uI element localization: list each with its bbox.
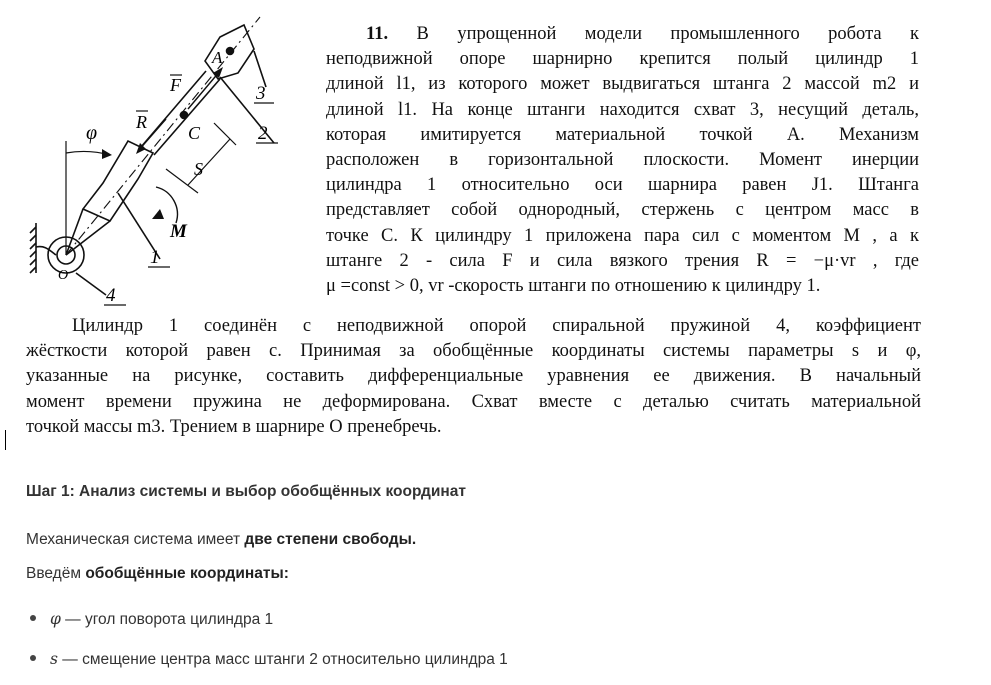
problem-line-5: расположен в горизонтальной плоскости. Момент инерции [326, 149, 919, 170]
problem-line-8: точке С. К цилиндру 1 приложена пара сил с моментом M , а к [326, 225, 919, 246]
problem-paragraph-1 [326, 22, 919, 299]
label-A: A [212, 48, 223, 67]
para2-line-2: указанные на рисунке, составить дифференциальные уравнения ее движения. В начальный [26, 366, 921, 387]
step-title: Шаг 1: Анализ системы и выбор обобщённых координат [26, 483, 466, 500]
label-1: 1 [150, 247, 160, 268]
mechanism-figure [28, 15, 318, 310]
label-C: C [188, 123, 201, 143]
label-R: R [136, 112, 147, 132]
degrees-of-freedom-line: Механическая система имеет две степени свободы. [26, 531, 417, 548]
problem-paragraph-2 [26, 314, 921, 440]
problem-line-4: которая имитируется материальной точкой А. Механизм [326, 124, 919, 145]
para2-line-1: жёсткости которой равен c. Принимая за обобщённые координаты системы параметры s и φ, [26, 341, 921, 362]
problem-line-3: длиной l1. На конце штанги находится схват 3, несущий деталь, [326, 99, 919, 120]
problem-line-6: цилиндра 1 относительно оси шарнира равен J1. Штанга [326, 175, 919, 196]
generalized-coords-line: Введём обобщённые координаты: [26, 565, 289, 582]
problem-line-0: 11. В упрощенной модели промышленного робота к [366, 24, 920, 44]
label-4: 4 [106, 285, 116, 306]
problem-line-10: μ =const > 0, vr -скорость штанги по отношению к цилиндру 1. [326, 275, 821, 296]
para2-line-0: Цилиндр 1 соединён с неподвижной опорой спиральной пружиной 4, коэффициент [72, 316, 921, 336]
problem-line-9: штанге 2 - сила F и сила вязкого трения R = −μ·vr , где [326, 250, 919, 271]
problem-line-7: представляет собой однородный, стержень с центром масс в [326, 200, 919, 221]
label-M: M [170, 221, 187, 242]
problem-number: 11. [366, 24, 389, 44]
list-item-phi: φ — угол поворота цилиндра 1 [26, 610, 273, 629]
problem-line-2: длиной l1, из которого может выдвигаться штанга 2 массой m2 и [326, 74, 919, 95]
label-O: O [58, 268, 69, 283]
list-item-s: s — смещение центра масс штанги 2 относительно цилиндра 1 [26, 650, 508, 669]
para2-line-4: точкой массы m3. Трением в шарнире O пренебречь. [26, 416, 442, 437]
text-cursor [5, 430, 6, 450]
label-2: 2 [258, 123, 268, 144]
para2-line-3: момент времени пружина не деформирована. Схват вместе с деталью считать материальной [26, 391, 921, 412]
label-3: 3 [256, 83, 266, 104]
label-S: S [194, 159, 203, 179]
label-F: F [170, 75, 181, 95]
problem-line-1: неподвижной опоре шарнирно крепится полый цилиндр 1 [326, 49, 919, 70]
label-phi: φ [86, 122, 98, 144]
